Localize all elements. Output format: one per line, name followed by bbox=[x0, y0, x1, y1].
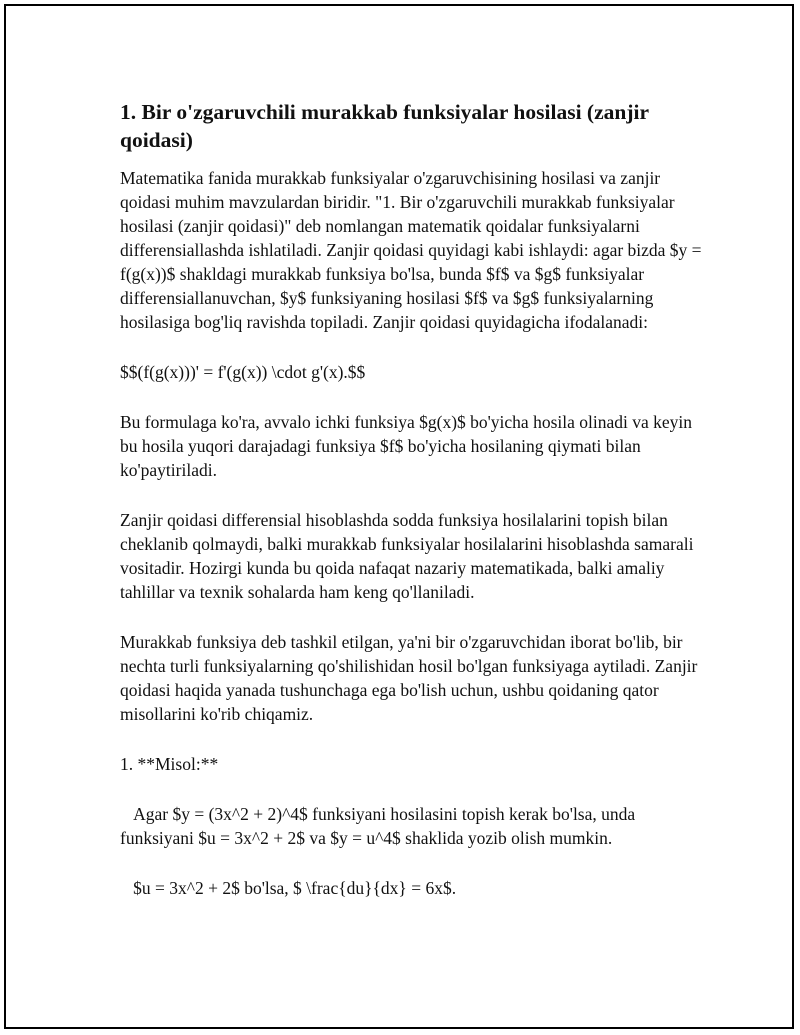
page-frame bbox=[4, 4, 794, 1029]
paragraph-chain-rule-formula: $$(f(g(x)))' = f'(g(x)) \cdot g'(x).$$ bbox=[120, 362, 366, 382]
document-title: 1. Bir o'zgaruvchili murakkab funksiyalar hosilasi (zanjir qoidasi) bbox=[120, 100, 649, 152]
paragraph-example-heading: 1. **Misol:** bbox=[120, 754, 219, 774]
paragraph-composite-definition: Murakkab funksiya deb tashkil etilgan, ya'ni bir o'zgaruvchidan iborat bo'lib, bir nechta turli funksiyalarning qo'shilishidan hosil bo'lgan funksiyaga aytiladi. Zanjir qoidasi haqida yanada tushunchaga ega bo'lish uchun, ushbu qoidaning qator misollarini ko'rib chiqamiz. bbox=[120, 632, 702, 724]
document-body bbox=[120, 98, 710, 926]
paragraph-applications: Zanjir qoidasi differensial hisoblashda sodda funksiya hosilalarini topish bilan cheklanib qolmaydi, balki murakkab funksiyalar hosilalarini hisoblashda samarali vositadir. Hozirgi kunda bu qoida nafaqat nazariy matematikada, balki amaliy tahlillar va texnik sohalarda ham keng qo'llaniladi. bbox=[120, 510, 698, 602]
paragraph-intro: Matematika fanida murakkab funksiyalar o'zgaruvchisining hosilasi va zanjir qoidasi muhim mavzulardan biridir. "1. Bir o'zgaruvchili murakkab funksiyalar hosilasi (zanjir qoidasi)" deb nomlangan matematik qoidalar funksiyalarni differensiallashda ishlatiladi. Zanjir qoidasi quyidagi kabi ishlaydi: agar bizda $y = f(g(x))$ shakldagi murakkab funksiya bo'lsa, bunda $f$ va $g$ funksiyalar differensiallanuvchan, $y$ funksiyaning hosilasi $f$ va $g$ funksiyalarning hosilasiga bog'liq ravishda topiladi. Zanjir qoidasi quyidagicha ifodalanadi: bbox=[120, 168, 706, 332]
paragraph-example-derivative: $u = 3x^2 + 2$ bo'lsa, $ \frac{du}{dx} = 6x$. bbox=[120, 878, 457, 898]
paragraph-example-statement: Agar $y = (3x^2 + 2)^4$ funksiyani hosilasini topish kerak bo'lsa, unda funksiyani $u = 3x^2 + 2$ va $y = u^4$ shaklida yozib olish mumkin. bbox=[120, 804, 640, 848]
paragraph-formula-explanation: Bu formulaga ko'ra, avvalo ichki funksiya $g(x)$ bo'yicha hosila olinadi va keyin bu hosila yuqori darajadagi funksiya $f$ bo'yicha hosilaning qiymati bilan ko'paytiriladi. bbox=[120, 412, 697, 480]
